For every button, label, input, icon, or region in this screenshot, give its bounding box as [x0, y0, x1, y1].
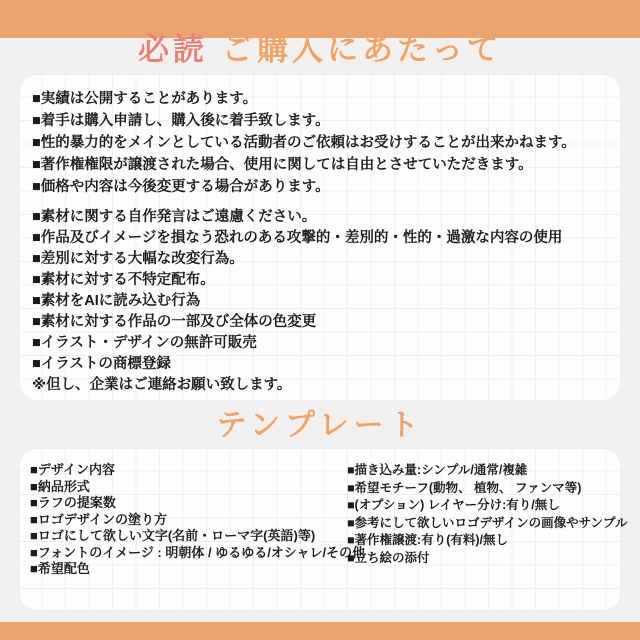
notice-item: ■実績は公開することがあります。 [32, 91, 258, 107]
must-read-badge: 必読 [138, 32, 208, 67]
notice-item: ■作品及びイメージを損なう恐れのある攻撃的・差別的・性的・過激な内容の使用 [32, 230, 563, 246]
template-field-item: ■(オプション) レイヤー分け:有り/無し [347, 498, 560, 512]
template-fields-left-column [30, 462, 365, 578]
purchase-rules-group1 [32, 88, 576, 198]
template-field-item: ■フォントのイメージ : 明朝体 / ゆるゆる/オシャレ/その他 [30, 544, 366, 560]
notice-item: ■価格や内容は今後変更する場合があります。 [32, 179, 330, 195]
notice-item: ■著作権権限が譲渡された場合、使用に関しては自由とさせていただきます。 [32, 157, 533, 173]
notice-item: ■素材に対する不特定配布。 [32, 272, 215, 288]
template-field-item: ■ロゴデザインの塗り方 [30, 511, 167, 527]
notice-item: ■素材に対する作品の一部及び全体の色変更 [32, 314, 317, 330]
notice-item: ■イラスト・デザインの無許可販売 [32, 335, 257, 351]
template-field-item: ■立ち絵の添付 [347, 550, 430, 565]
template-field-item: ■著作権譲渡:有り(有料)/無し [347, 533, 509, 547]
notice-footnote: ※但し、企業はご連絡お願い致します。 [32, 377, 292, 393]
template-field-item: ■納品形式 [30, 478, 90, 494]
purchase-rules-text [32, 88, 576, 396]
template-section-title: テンプレート [216, 409, 424, 442]
notice-item: ■素材に関する自作発言はご遠慮ください。 [32, 209, 317, 225]
notice-item: ■イラストの商標登録 [32, 356, 171, 372]
bottom-accent-bar [0, 622, 640, 640]
template-field-item: ■希望モチーフ(動物、 植物、 ファンマ等) [347, 480, 582, 495]
page-title [0, 30, 640, 70]
template-field-item: ■参考にして欲しいロゴデザインの画像やサンプル [347, 515, 628, 530]
template-card [20, 449, 628, 610]
template-fields-right-column [347, 462, 628, 567]
template-field-item: ■描き込み量:シンプル/通常/複雑 [347, 463, 528, 477]
purchase-rules-group2 [32, 207, 576, 396]
notice-item: ■素材をAIに読み込む行為 [32, 293, 201, 309]
notice-item: ■差別に対する大幅な改変行為。 [32, 251, 244, 267]
template-field-item: ■デザイン内容 [30, 462, 115, 477]
template-field-item: ■ラフの提案数 [30, 495, 116, 510]
template-field-item: ■希望配色 [30, 561, 90, 576]
notice-item: ■着手は購入申請し、購入後に着手致します。 [32, 113, 330, 129]
purchase-rules-card [20, 75, 620, 400]
page-title-text: ご購入にあたって [222, 32, 502, 67]
notice-item: ■性的暴力的をメインとしている活動者のご依頼はお受けすることが出来かねます。 [32, 135, 576, 151]
template-field-item: ■ロゴにして欲しい文字(名前・ローマ字(英語)等) [30, 528, 316, 543]
